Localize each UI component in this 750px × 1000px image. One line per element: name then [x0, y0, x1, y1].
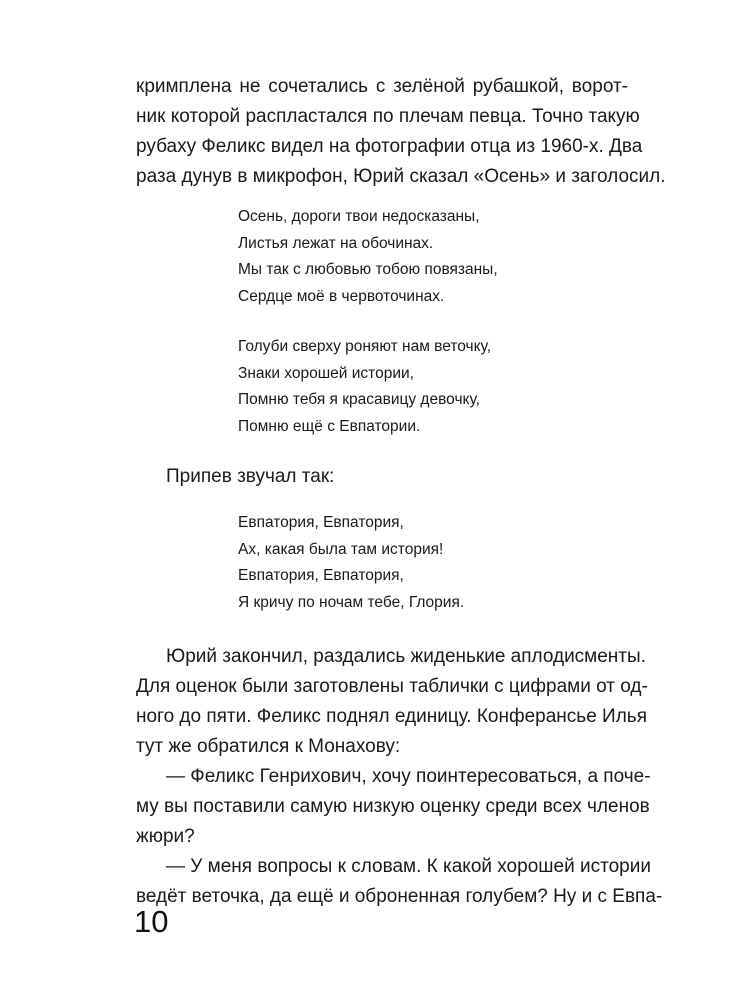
verse-line: Осень, дороги твои недосказаны,: [238, 208, 480, 225]
paragraph-line: Юрий закончил, раздались жиденькие аплодисменты.: [166, 646, 646, 667]
verse-line: Евпатория, Евпатория,: [238, 567, 404, 584]
verse-line: Листья лежат на обочинах.: [238, 234, 434, 252]
dialogue-line: жюри?: [136, 826, 195, 847]
verse-line: Голуби сверху роняют нам веточку,: [238, 338, 492, 355]
paragraph-bottom: [136, 642, 663, 912]
paragraph-line: раза дунув в микрофон, Юрий сказал «Осень» и заголосил.: [136, 166, 666, 187]
dialogue-line: — У меня вопросы к словам. К какой хорошей истории: [166, 856, 651, 877]
verse-line: Сердце моё в червоточинах.: [238, 287, 445, 305]
chorus-intro: Припев звучал так:: [166, 466, 335, 487]
song-stanza-1: [238, 204, 498, 310]
paragraph-line: тут же обратился к Монахову:: [136, 736, 401, 757]
verse-line: Ах, какая была там история!: [238, 540, 444, 558]
paragraph-line: ного до пяти. Феликс поднял единицу. Конферансье Илья: [136, 706, 647, 727]
verse-line: Я кричу по ночам тебе, Глория.: [238, 593, 465, 611]
paragraph-line: кримплена не сочетались с зелёной рубашкой, ворот-: [136, 76, 628, 97]
dialogue-line: му вы поставили самую низкую оценку среди всех членов: [136, 796, 650, 817]
dialogue-line: ведёт веточка, да ещё и оброненная голубем? Ну и с Евпа-: [136, 886, 663, 907]
verse-line: Помню ещё с Евпатории.: [238, 417, 421, 435]
verse-line: Евпатория, Евпатория,: [238, 514, 404, 531]
page-number: 10: [134, 904, 169, 939]
paragraph-line: Для оценок были заготовлены таблички с цифрами от од-: [136, 676, 648, 697]
song-stanza-2: [238, 334, 491, 440]
paragraph-top: [136, 72, 666, 192]
song-chorus: [238, 510, 464, 616]
verse-line: Знаки хорошей истории,: [238, 364, 414, 382]
verse-line: Мы так с любовью тобою повязаны,: [238, 261, 498, 278]
dialogue-line: — Феликс Генрихович, хочу поинтересоваться, а поче-: [166, 766, 651, 787]
paragraph-line: ник которой распластался по плечам певца. Точно такую: [136, 106, 640, 127]
paragraph-line: рубаху Феликс видел на фотографии отца из 1960-х. Два: [136, 136, 643, 157]
verse-line: Помню тебя я красавицу девочку,: [238, 391, 480, 408]
